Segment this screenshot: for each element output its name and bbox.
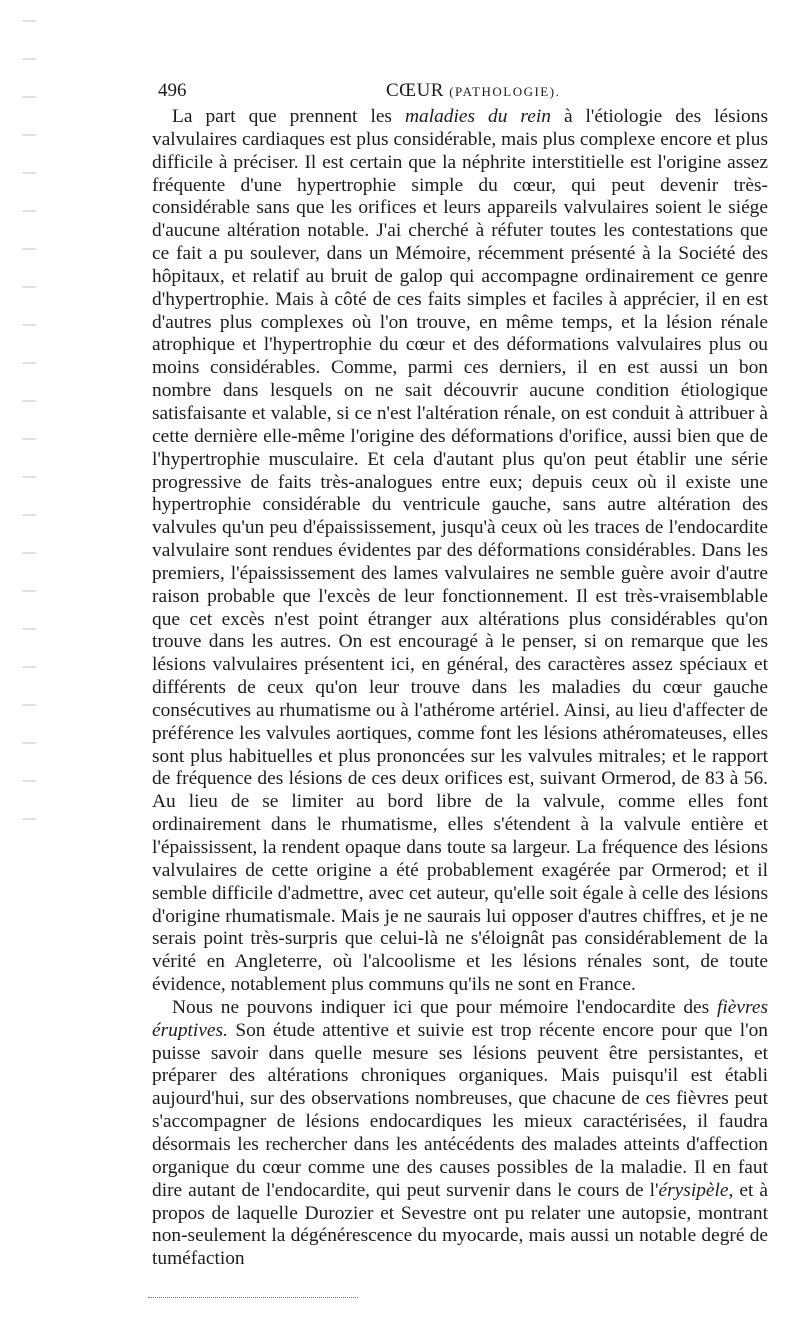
- italic-term: maladies du rein: [405, 106, 551, 127]
- running-title-main: CŒUR: [386, 80, 444, 101]
- running-head: [158, 80, 770, 104]
- running-title: [386, 80, 560, 102]
- text-run: Nous ne pouvons indiquer ici que pour mémoire l'endocardite des: [172, 996, 718, 1018]
- running-title-sub: (PATHOLOGIE).: [449, 84, 561, 99]
- footer-dotted-rule: [148, 1297, 358, 1298]
- page-number: 496: [158, 80, 187, 101]
- text-run: à l'étiologie des lésions valvulaires cardiaques est plus considérable, mais plus complexe encore et plus difficile à préciser. Il est certain que la néphrite interstitielle est l'origine assez fréquente d'une hypertrophie simple du cœur, qui peut devenir très-considérable sans que les orifices et leurs appareils valvulaires soient le siége d'aucune altération notable. J'ai cherché à réfuter toutes les contestations que ce fait a pu soulever, dans un Mémoire, récemment présenté à la Société des hôpitaux, et relatif au bruit de galop qui accompagne ordinairement ce genre d'hypertrophie. Mais à côté de ces faits simples et faciles à apprécier, il en est d'autres plus complexes où l'on trouve, en même temps, et la lésion rénale atrophique et l'hypertrophie du cœur et des déformations valvulaires plus ou moins considérables. Comme, parmi ces derniers, il en est aussi un bon nombre dans lesquels on ne sait découvrir aucune condition étiologique satisfaisante et valable, si ce n'est l'altération rénale, on est conduit à attribuer à cette dernière elle-même l'origine des déformations d'orifice, aussi bien que de l'hypertrophie musculaire. Et cela d'autant plus qu'on peut établir une série progressive de faits très-analogues entre eux; depuis ceux où il existe une hypertrophie considérable du ventricule gauche, sans autre altération des valvules qu'un peu d'épaississement, jusqu'à ceux où les traces de l'endocardite valvulaire sont rendues évidentes par des déformations considérables. Dans les premiers, l'épaississement des lames valvulaires ne semble guère avoir d'autre raison probable que l'excès de leur fonctionnement. Il est très-vraisemblable que cet excès n'est point étranger aux altérations plus considérables qu'on trouve dans les autres. On est encouragé à le penser, si on remarque que les lésions valvulaires présentent ici, en général, des caractères assez spéciaux et différents de ceux qu'on leur trouve dans les maladies du cœur gauche consécutives au rhumatisme ou à l'athérome artériel. Ainsi, au lieu d'affecter de préférence les valvules aortiques, comme font les lésions athéromateuses, elles sont plus habituelles et plus prononcées sur les valvules mitrales; et le rapport de fréquence des lésions de ces deux orifices est, suivant Ormerod, de 83 à 56. Au lieu de se limiter au bord libre de la valvule, comme elles font ordinairement dans le rhumatisme, elles s'étendent à la valvule entière et l'épaississent, la rendent opaque dans toute sa largeur. La fréquence des lésions valvulaires de cette origine a été probablement exagérée par Ormerod; et il semble difficile d'admettre, avec cet auteur, qu'elle soit égale à celle des lésions d'origine rhumatismale. Mais je ne saurais lui opposer d'autres chiffres, et je ne serais point très-surpris que celui-là ne s'éloignât pas considérablement de la vérité en Angleterre, où l'alcoolisme et les lésions rénales sont, de toute évidence, notablement plus communs qu'ils ne sont en France.: [152, 106, 768, 996]
- italic-term: érysipèle: [658, 1179, 729, 1201]
- scan-margin-marks: [22, 20, 36, 840]
- paragraph: [152, 997, 768, 1271]
- text-run: Son étude attentive et suivie est trop récente encore pour que l'on puisse savoir dans quelle mesure ses lésions peuvent être persistantes, et préparer des altérations chroniques organiques. Mais puisqu'il est établi aujourd'hui, sur des observations nombreuses, que chacune de ces fièvres peut s'accompagner de lésions endocardiques les mieux caractérisées, il faudra désormais les rechercher dans les antécédents des malades atteints d'affection organique du cœur comme une des causes possibles de la maladie. Il en faut dire autant de l'endocardite, qui peut survenir dans le cours de l': [152, 1019, 768, 1201]
- italic-term: fièvres éruptives.: [152, 996, 768, 1041]
- text-run: La part que prennent les: [172, 106, 405, 127]
- text-run: , et à propos de laquelle Durozier et Sevestre ont pu relater une autopsie, montrant non-seulement la dégénérescence du myocarde, mais aussi un notable degré de tuméfaction: [152, 1179, 768, 1270]
- paragraph: [152, 106, 768, 997]
- body-text: [152, 106, 768, 1271]
